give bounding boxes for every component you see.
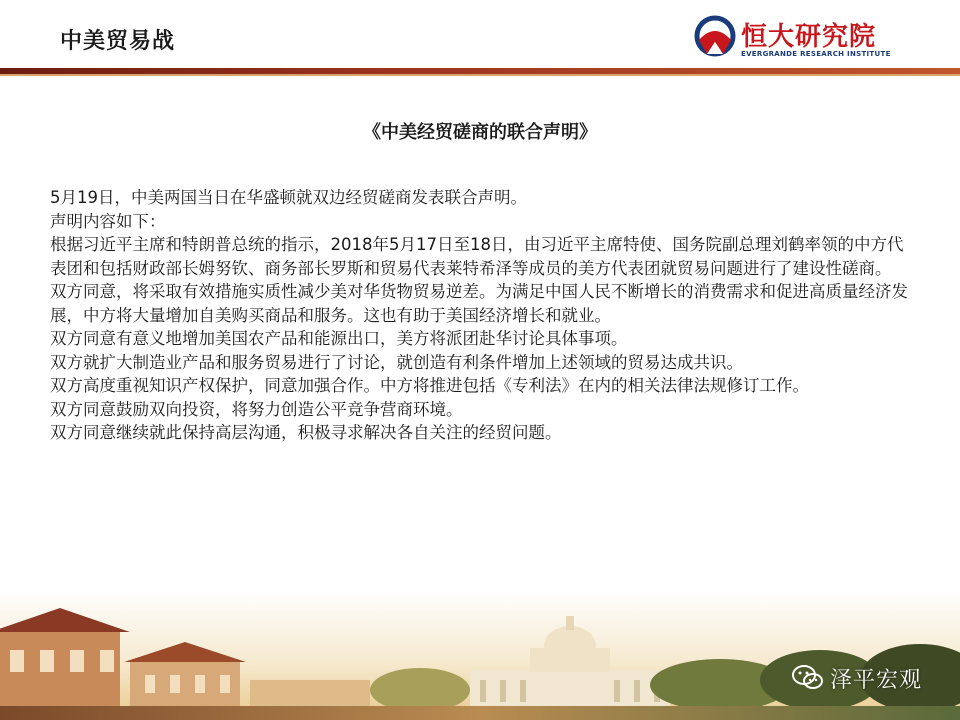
- paragraph: 双方同意鼓励双向投资，将努力创造公平竞争营商环境。: [50, 399, 463, 419]
- paragraph: 双方高度重视知识产权保护，同意加强合作。中方将推进包括《专利法》在内的相关法律法规修订工作。: [50, 376, 809, 395]
- header-divider-accent: [0, 74, 960, 76]
- statement-body: [50, 186, 910, 445]
- wechat-icon: [790, 660, 826, 696]
- paragraph: 5月19日，中美两国当日在华盛顿就双边经贸磋商发表联合声明。: [50, 188, 527, 207]
- evergrande-logo: [693, 14, 891, 62]
- paragraph: 双方同意，将采取有效措施实质性减少美对华货物贸易逆差。为满足中国人民不断增长的消费需求和促进高质量经济发展，中方将大量增加自美购买商品和服务。这也有助于美国经济增长和就业。: [50, 282, 908, 325]
- slide-title: 中美贸易战: [60, 29, 176, 54]
- paragraph: 双方就扩大制造业产品和服务贸易进行了讨论，就创造有利条件增加上述领域的贸易达成共识。: [50, 352, 743, 372]
- wechat-watermark: [790, 658, 922, 698]
- paragraph: 根据习近平主席和特朗普总统的指示，2018年5月17日至18日，由习近平主席特使、国务院副总理刘鹤率领的中方代表团和包括财政部长姆努钦、商务部长罗斯和贸易代表莱特希泽等成员的美方代表团就贸易问题进行了建设性磋商。: [50, 235, 904, 278]
- evergrande-emblem-icon: [693, 14, 737, 58]
- logo-subtitle: EVERGRANDE RESEARCH INSTITUTE: [741, 50, 891, 58]
- footer-banner-image: [0, 590, 960, 720]
- logo-wordmark: 恒大研究院: [741, 22, 877, 52]
- watermark-text: 泽平宏观: [830, 667, 923, 693]
- paragraph: 声明内容如下：: [50, 211, 166, 231]
- paragraph: 双方同意有意义地增加美国农产品和能源出口，美方将派团赴华讨论具体事项。: [50, 329, 628, 348]
- document-title: 《中美经贸磋商的联合声明》: [363, 122, 597, 143]
- slide-header: [0, 0, 960, 70]
- architecture-illustration: [0, 590, 960, 720]
- paragraph: 双方同意继续就此保持高层沟通，积极寻求解决各自关注的经贸问题。: [50, 423, 562, 442]
